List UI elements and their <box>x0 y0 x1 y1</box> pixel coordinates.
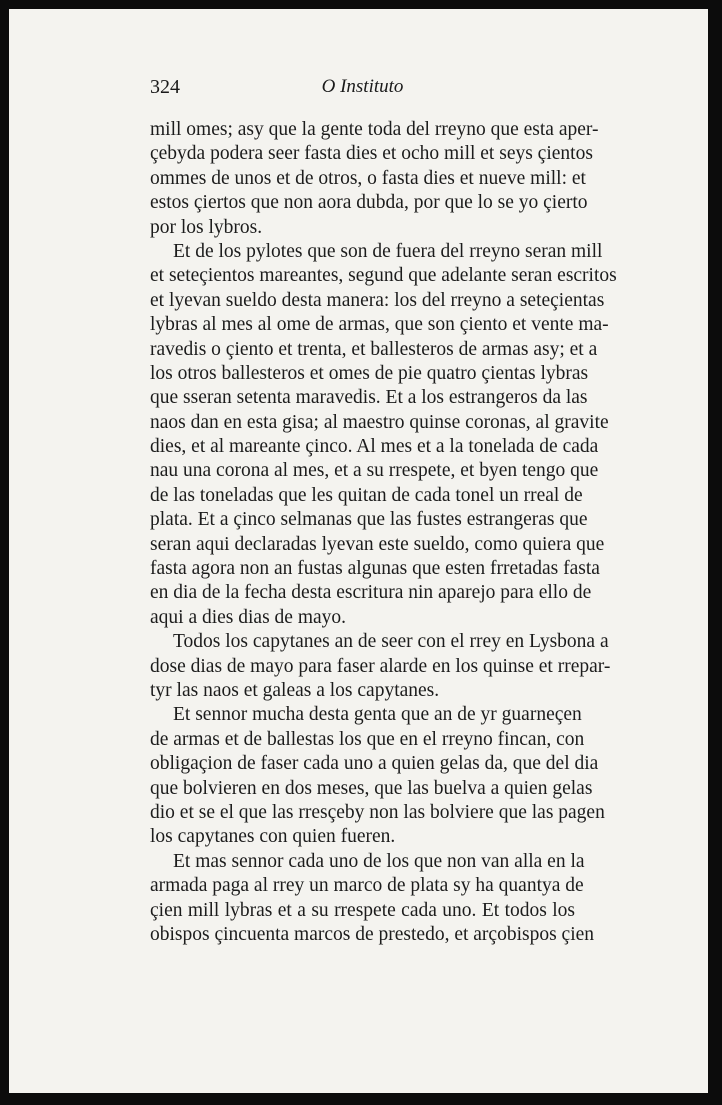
text-line: armada paga al rrey un marco de plata sy ha quantya de <box>150 875 584 897</box>
text-line: mill omes; asy que la gente toda del rreyno que esta aper- <box>150 119 599 140</box>
paragraph <box>150 118 599 240</box>
text-line: çien mill lybras et a su rrespete cada uno. Et todos los <box>150 899 575 921</box>
text-line: los capytanes con quien fueren. <box>150 826 396 848</box>
text-line: ravedis o çiento et trenta, et ballesteros de armas asy; et a <box>150 338 598 360</box>
text-line: estos çiertos que non aora dubda, por que lo se yo çierto <box>150 192 588 214</box>
text-line: çebyda podera seer fasta dies et ocho mill et seys çientos <box>150 143 593 165</box>
text-line: los otros ballesteros et omes de pie quatro çientas lybras <box>150 362 589 384</box>
text-line: que sseran setenta maravedis. Et a los estrangeros da las <box>150 387 588 409</box>
body-text <box>150 118 617 947</box>
page-number: 324 <box>150 76 180 98</box>
text-line: aqui a dies dias de mayo. <box>150 606 347 628</box>
text-line: Et sennor mucha desta genta que an de yr guarneçen <box>173 704 582 726</box>
text-line: Todos los capytanes an de seer con el rrey en Lysbona a <box>173 631 609 653</box>
paragraph <box>150 703 605 849</box>
text-line: en dia de la fecha desta escritura nin aparejo para ello de <box>150 582 592 604</box>
text-line: de armas et de ballestas los que en el rreyno fincan, con <box>150 728 585 750</box>
paragraph <box>150 240 617 630</box>
paragraph <box>150 630 611 703</box>
text-line: ommes de unos et de otros, o fasta dies et nueve mill: et <box>150 167 586 189</box>
text-line: lybras al mes al ome de armas, que son çiento et vente ma- <box>150 314 609 336</box>
text-line: nau una corona al mes, et a su rrespete, et byen tengo que <box>150 460 599 482</box>
text-line: dose dias de mayo para faser alarde en los quinse et rrepar- <box>150 655 611 677</box>
text-line: naos dan en esta gisa; al maestro quinse coronas, al gravite <box>150 411 609 433</box>
text-line: et seteçientos mareantes, segund que adelante seran escritos <box>150 265 617 287</box>
running-title: O Instituto <box>321 76 404 97</box>
text-line: plata. Et a çinco selmanas que las fustes estrangeras que <box>150 509 588 531</box>
text-line: que bolvieren en dos meses, que las buelva a quien gelas <box>150 777 593 799</box>
text-line: Et mas sennor cada uno de los que non van alla en la <box>173 850 585 872</box>
text-line: fasta agora non an fustas algunas que esten frretadas fasta <box>150 558 600 580</box>
text-line: tyr las naos et galeas a los capytanes. <box>150 679 440 701</box>
text-line: dio et se el que las rresçeby non las bolviere que las pagen <box>150 801 605 823</box>
text-line: dies, et al mareante çinco. Al mes et a la tonelada de cada <box>150 436 599 458</box>
text-line: seran aqui declaradas lyevan este sueldo, como quiera que <box>150 533 605 555</box>
text-line: et lyevan sueldo desta manera: los del rreyno a seteçientas <box>150 289 605 311</box>
text-line: obligaçion de faser cada uno a quien gelas da, que del dia <box>150 753 599 775</box>
text-line: Et de los pylotes que son de fuera del rreyno seran mill <box>173 240 603 262</box>
paragraph <box>150 850 595 948</box>
text-line: por los lybros. <box>150 216 263 238</box>
text-line: obispos çincuenta marcos de prestedo, et arçobispos çien <box>150 923 595 945</box>
page-header <box>150 76 575 102</box>
text-line: de las toneladas que les quitan de cada tonel un rreal de <box>150 484 583 506</box>
